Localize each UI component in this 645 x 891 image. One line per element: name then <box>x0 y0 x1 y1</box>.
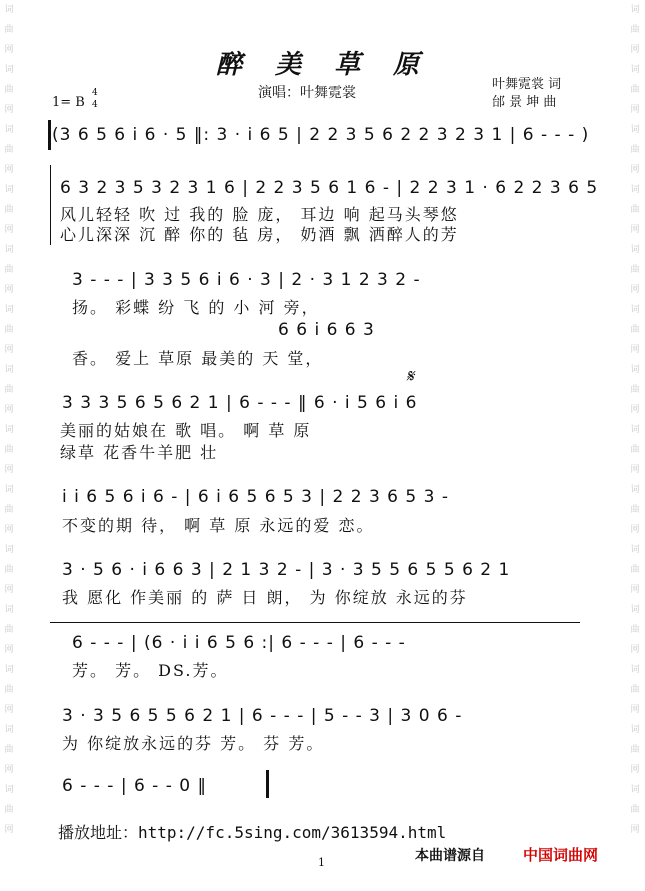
score-row-3-notes: 3 - - - | 3 3 5 6 i 6 · 3 | 2 · 3 1 2 3 2 - <box>72 270 421 290</box>
watermark-char: 网 <box>4 105 14 115</box>
watermark-char: 网 <box>630 765 640 775</box>
watermark-char: 曲 <box>630 325 640 335</box>
watermark-char: 网 <box>4 465 14 475</box>
watermark-char: 曲 <box>4 85 14 95</box>
watermark-char: 网 <box>4 825 14 835</box>
watermark-char: 曲 <box>630 565 640 575</box>
watermark-char: 曲 <box>630 205 640 215</box>
system-line-left <box>50 165 51 245</box>
watermark-char: 词 <box>4 785 14 795</box>
watermark-char: 词 <box>630 125 640 135</box>
watermark-char: 曲 <box>630 625 640 635</box>
watermark-char: 曲 <box>630 265 640 275</box>
watermark-char: 词 <box>4 185 14 195</box>
watermark-char: 词 <box>630 185 640 195</box>
watermark-char: 曲 <box>630 25 640 35</box>
watermark-left <box>2 0 16 840</box>
watermark-char: 网 <box>4 765 14 775</box>
score-row-4-lyrics-1: 美丽的姑娘在 歌 唱。 啊 草 原 <box>60 421 312 440</box>
watermark-char: 网 <box>630 825 640 835</box>
score-row-2-lyrics-2: 心儿深深 沉 醉 你的 毡 房， 奶酒 飘 洒醉人的芳 <box>60 225 459 244</box>
watermark-char: 曲 <box>630 145 640 155</box>
watermark-char: 曲 <box>4 325 14 335</box>
watermark-char: 词 <box>4 245 14 255</box>
watermark-char: 网 <box>630 645 640 655</box>
watermark-char: 网 <box>4 585 14 595</box>
watermark-char: 曲 <box>630 445 640 455</box>
score-row-5-lyrics-1: 不变的期 待， 啊 草 原 永远的爱 恋。 <box>62 516 375 535</box>
score-row-8-notes: 3 · 3 5 6 5 5 6 2 1 | 6 - - - | 5 - - 3 | 3 0 6 - <box>62 706 463 726</box>
watermark-char: 词 <box>4 125 14 135</box>
watermark-char: 词 <box>630 485 640 495</box>
watermark-char: 曲 <box>4 385 14 395</box>
watermark-char: 曲 <box>4 205 14 215</box>
watermark-char: 曲 <box>4 265 14 275</box>
watermark-char: 词 <box>630 605 640 615</box>
watermark-char: 曲 <box>4 805 14 815</box>
watermark-char: 词 <box>630 5 640 15</box>
score-row-1-notes: (3 6 5 6 i 6 · 5 ‖: 3 · i 6 5 | 2 2 3 5 6 2 2 3 2 3 1 | 6 - - - ) <box>52 125 590 145</box>
watermark-char: 曲 <box>630 805 640 815</box>
watermark-char: 词 <box>4 485 14 495</box>
watermark-char: 曲 <box>630 685 640 695</box>
volta-bracket-line <box>50 622 580 623</box>
site-name[interactable]: 中国词曲网 <box>523 846 599 864</box>
segno-sign: 𝄋 <box>406 366 414 387</box>
score-row-9-notes: 6 - - - | 6 - - 0 ‖ <box>62 776 207 796</box>
watermark-char: 曲 <box>4 445 14 455</box>
lyricist-credit: 叶舞霓裳 词 <box>492 77 562 92</box>
watermark-char: 网 <box>4 645 14 655</box>
watermark-char: 曲 <box>4 685 14 695</box>
watermark-char: 网 <box>4 45 14 55</box>
watermark-right <box>628 0 642 840</box>
watermark-char: 网 <box>4 345 14 355</box>
watermark-char: 网 <box>4 705 14 715</box>
watermark-char: 曲 <box>4 505 14 515</box>
watermark-char: 网 <box>4 525 14 535</box>
watermark-char: 词 <box>4 425 14 435</box>
watermark-char: 网 <box>630 525 640 535</box>
key-signature: 1= B <box>52 95 85 110</box>
score-row-2-lyrics-1: 风儿轻轻 吹 过 我的 脸 庞， 耳边 响 起马头琴悠 <box>60 205 459 224</box>
watermark-char: 网 <box>4 225 14 235</box>
score-row-4-notes: 3 3 3 5 6 5 6 2 1 | 6 - - - ‖ 6 · i 5 6 i 6 <box>62 393 418 413</box>
watermark-char: 曲 <box>4 565 14 575</box>
watermark-char: 曲 <box>630 385 640 395</box>
watermark-char: 网 <box>630 345 640 355</box>
score-row-3-lyrics-1: 扬。 彩蝶 纷 飞 的 小 河 旁， <box>72 298 320 317</box>
watermark-char: 词 <box>630 305 640 315</box>
watermark-char: 词 <box>630 365 640 375</box>
watermark-char: 网 <box>630 45 640 55</box>
score-row-7-lyrics-1: 芳。 芳。 DS.芳。 <box>72 661 229 680</box>
watermark-char: 网 <box>630 225 640 235</box>
score-row-5-notes: i i 6 5 6 i 6 - | 6 i 6 5 6 5 3 | 2 2 3 6 5 3 - <box>62 487 449 507</box>
watermark-char: 词 <box>630 245 640 255</box>
time-signature-top: 4 <box>92 88 98 98</box>
score-row-7-notes: 6 - - - | (6 · i i 6 5 6 :| 6 - - - | 6 - - - <box>72 633 406 653</box>
watermark-char: 曲 <box>630 85 640 95</box>
watermark-char: 网 <box>630 285 640 295</box>
watermark-char: 曲 <box>4 745 14 755</box>
watermark-char: 词 <box>4 665 14 675</box>
watermark-char: 网 <box>4 165 14 175</box>
score-row-2-notes: 6 3 2 3 5 3 2 3 1 6 | 2 2 3 5 6 1 6 - | 2 2 3 1 · 6 2 2 3 6 5 <box>60 178 599 198</box>
watermark-char: 网 <box>630 105 640 115</box>
score-row-3-lyrics-2: 香。 爱上 草原 最美的 天 堂， <box>72 349 324 368</box>
watermark-char: 网 <box>630 465 640 475</box>
watermark-char: 词 <box>630 725 640 735</box>
watermark-char: 网 <box>630 405 640 415</box>
watermark-char: 曲 <box>4 145 14 155</box>
page-number: 1 <box>318 856 325 869</box>
score-row-4-lyrics-2: 绿草 花香牛羊肥 壮 <box>60 443 219 462</box>
watermark-char: 网 <box>630 585 640 595</box>
start-barline <box>48 120 51 150</box>
watermark-char: 词 <box>630 425 640 435</box>
watermark-char: 词 <box>4 725 14 735</box>
watermark-char: 词 <box>4 545 14 555</box>
watermark-char: 词 <box>4 65 14 75</box>
watermark-char: 词 <box>630 65 640 75</box>
watermark-char: 词 <box>630 785 640 795</box>
watermark-char: 网 <box>4 285 14 295</box>
score-row-3-alt-notes: 6 6 i 6 6 3 <box>278 320 375 340</box>
composer-credit: 邰 景 坤 曲 <box>492 95 557 110</box>
time-signature-bottom: 4 <box>92 100 98 110</box>
watermark-char: 词 <box>4 305 14 315</box>
watermark-char: 词 <box>630 545 640 555</box>
score-row-6-notes: 3 · 5 6 · i 6 6 3 | 2 1 3 2 - | 3 · 3 5 5 6 5 5 6 2 1 <box>62 560 511 580</box>
score-row-6-lyrics-1: 我 愿化 作美丽 的 萨 日 朗， 为 你绽放 永远的芬 <box>62 588 468 607</box>
watermark-char: 词 <box>630 665 640 675</box>
source-label: 本曲谱源自 <box>415 848 485 864</box>
song-title: 醉 美 草 原 <box>216 50 432 80</box>
watermark-char: 词 <box>4 5 14 15</box>
watermark-char: 网 <box>630 165 640 175</box>
watermark-char: 网 <box>630 705 640 715</box>
watermark-char: 网 <box>4 405 14 415</box>
score-row-8-lyrics-1: 为 你绽放永远的芬 芳。 芬 芳。 <box>62 734 325 753</box>
watermark-char: 曲 <box>630 505 640 515</box>
singer-credit: 演唱：叶舞霓裳 <box>258 85 356 101</box>
watermark-char: 词 <box>4 605 14 615</box>
watermark-char: 曲 <box>4 25 14 35</box>
end-barline <box>266 770 269 798</box>
watermark-char: 曲 <box>630 745 640 755</box>
play-url[interactable]: 播放地址：http://fc.5sing.com/3613594.html <box>58 823 447 842</box>
watermark-char: 词 <box>4 365 14 375</box>
watermark-char: 曲 <box>4 625 14 635</box>
